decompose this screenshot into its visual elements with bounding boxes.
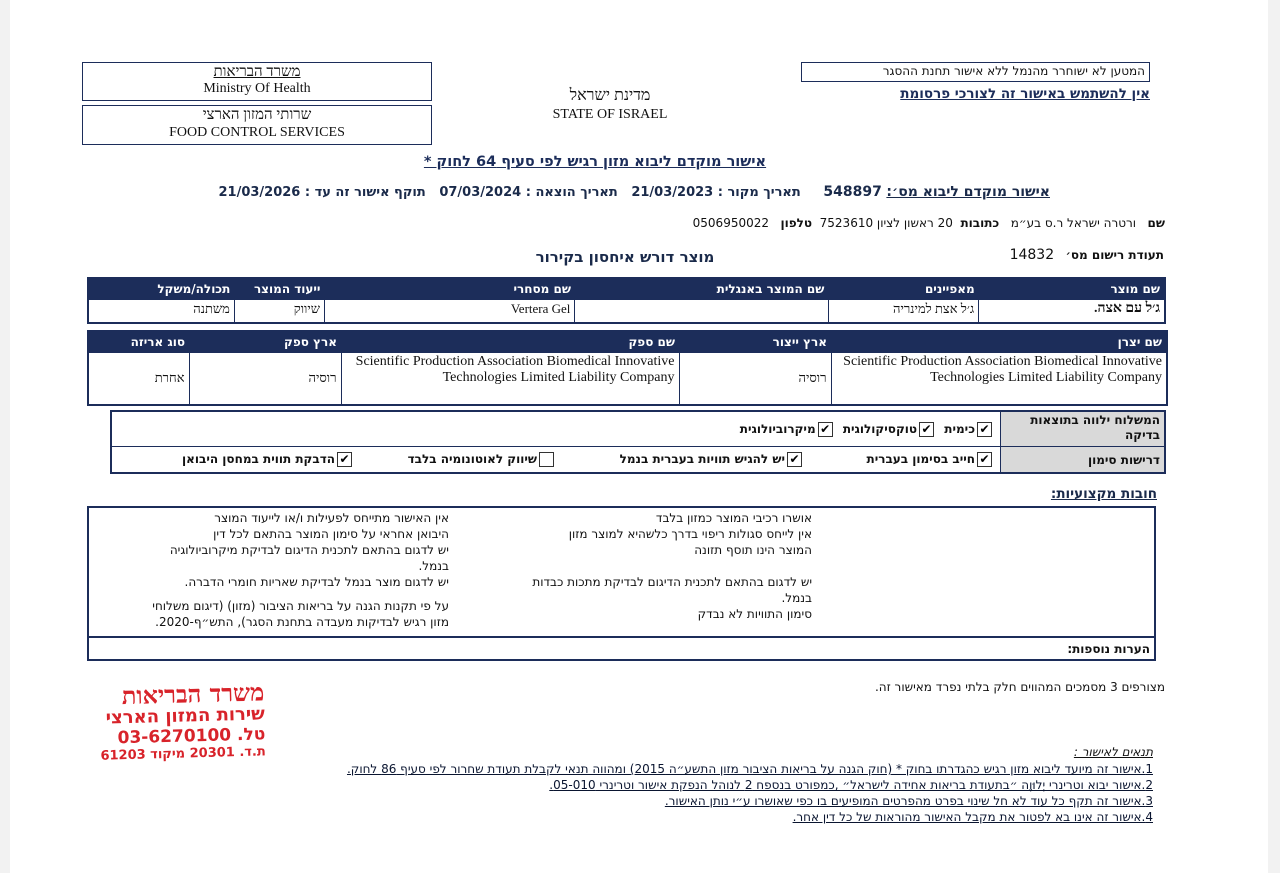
- tests-label: המשלוח ילווה בתוצאות בדיקה: [1000, 412, 1164, 446]
- header-supplier: שם ספק: [341, 331, 679, 353]
- test-chemical[interactable]: [944, 422, 992, 436]
- labeling-option-autonomy[interactable]: [408, 452, 554, 467]
- header-trade-name: שם מסחרי: [324, 278, 574, 300]
- obligation-item: יש לדגום בהתאם לתכנית הדיגום לבדיקת מתכות כבדות: [532, 575, 812, 589]
- conditions-title: תנאים לאישור :: [1073, 745, 1153, 759]
- cell-packaging-type: אחרת: [88, 353, 189, 405]
- cell-trade-name: Vertera Gel: [324, 300, 574, 323]
- approval-number: 548897: [823, 184, 882, 200]
- autonomy-only-checkbox[interactable]: [539, 452, 554, 467]
- food-control-hebrew: שרותי המזון הארצי: [202, 107, 312, 123]
- header-packaging-type: סוג אריזה: [88, 331, 189, 353]
- state-english: STATE OF ISRAEL: [552, 107, 668, 122]
- cell-product-name: ג׳ל עם אצה.: [979, 300, 1165, 323]
- manufacturer-table-header: [88, 331, 1167, 353]
- cell-product-purpose: שיווק: [234, 300, 324, 323]
- labeling-option-hebrew-required[interactable]: [867, 452, 993, 467]
- attachments-note: מצורפים 3 מסמכים המהווים חלק בלתי נפרד מאישור זה.: [874, 680, 1165, 694]
- stamp-line-service: שירות המזון הארצי: [105, 703, 266, 729]
- test-microbiological-label: מיקרוביולוגית: [739, 422, 816, 436]
- stamp-line-ministry: משרד הבריאות: [121, 677, 265, 711]
- approval-number-label: אישור מוקדם ליבוא מס׳:: [886, 184, 1050, 200]
- original-date-label: תאריך מקור :: [717, 185, 801, 200]
- test-microbiological-checkbox[interactable]: ✔: [818, 422, 833, 437]
- refrigeration-note: מוצר דורש איחסון בקירור: [535, 248, 715, 266]
- condition-item: 4.אישור זה אינו בא לפטור את מקבל האישור מהוראות של כל דין אחר.: [792, 810, 1153, 824]
- header-content-weight: תכולה/משקל: [88, 278, 234, 300]
- obligation-item: המוצר הינו תוסף תזונה: [694, 543, 812, 557]
- labeling-option-importer-warehouse[interactable]: [182, 452, 352, 467]
- obligation-item: בנמל.: [781, 591, 812, 605]
- header-manufacturer: שם יצרן: [831, 331, 1167, 353]
- stamp-line-address: ת.ד. 20301 מיקוד 61203: [100, 744, 266, 764]
- importer-address: 20 ראשון לציון 7523610: [819, 216, 953, 230]
- requirements-box: [110, 410, 1166, 474]
- issue-date-label: תאריך הוצאה :: [525, 185, 618, 200]
- header-supplier-country: ארץ ספק: [189, 331, 341, 353]
- header-production-country: ארץ ייצור: [679, 331, 831, 353]
- test-microbiological[interactable]: [740, 422, 833, 436]
- obligation-item: בנמל.: [418, 559, 449, 573]
- importer-phone: 0506950022: [692, 216, 770, 230]
- submit-labels-label: יש להגיש תוויות בעברית בנמל: [619, 452, 785, 466]
- cell-manufacturer: Scientific Production Association Biomedical Innovative Technologies Limited Liability Company: [831, 353, 1167, 405]
- cell-production-country: רוסיה: [679, 353, 831, 405]
- ministry-english: Ministry Of Health: [203, 81, 311, 96]
- importer-phone-label: טלפון: [780, 216, 813, 230]
- obligation-item: אין האישור מתייחס לפעילות ו/או לייעוד המוצר: [214, 511, 449, 525]
- condition-item: 1.אישור זה מיועד ליבוא מזון רגיש כהגדרתו בחוק * (חוק הגנה על בריאות הציבור מזון התשע״ה 2015) ומהווה תנאי לקבלת תעודת שחרור לפי סעיף 86 לחוק.: [346, 762, 1153, 776]
- registration-line: [970, 247, 1164, 263]
- issue-date: 07/03/2024: [439, 185, 522, 200]
- obligations-column-left: [97, 510, 449, 630]
- valid-until-label: תוקף אישור זה עד :: [304, 185, 426, 200]
- approval-line: [180, 184, 1050, 200]
- tests-options: [740, 422, 992, 437]
- tests-row-divider: [112, 446, 1000, 447]
- cell-english-name: [575, 300, 828, 323]
- notes-divider: [89, 636, 1154, 638]
- obligations-title: חובות מקצועיות:: [1050, 486, 1157, 502]
- document-page: [10, 0, 1268, 873]
- obligation-item: מזון רגיש לבדיקות מעבדה בתחנת הסגר), התש״ף-2020.: [155, 615, 449, 629]
- advertising-warning: אין להשתמש באישור זה לצורכי פרסומת: [900, 86, 1150, 102]
- obligation-item: היבואן אחראי על סימון המוצר בהתאם לכל דין: [213, 527, 449, 541]
- food-control-english: FOOD CONTROL SERVICES: [169, 125, 345, 140]
- condition-item: 2.אישור יבוא וטרינרי יְלוּוֶה ״בתעודת בריאות אחידה לישראל״ ,כמפורט בנספח 2 לנוהל הנפקת אישור וטרינרי 05-010.: [549, 778, 1153, 792]
- test-toxicological-checkbox[interactable]: ✔: [919, 422, 934, 437]
- ministry-hebrew: משרד הבריאות: [213, 64, 301, 80]
- importer-line: [410, 216, 1165, 230]
- importer-name-label: שם: [1147, 216, 1165, 230]
- test-toxicological-label: טוקסיקולוגית: [842, 422, 918, 436]
- cell-supplier-country: רוסיה: [189, 353, 341, 405]
- labeling-label: דרישות סימון: [1000, 446, 1164, 472]
- cell-features: ג׳ל אצת למינריה: [828, 300, 978, 323]
- original-date: 21/03/2023: [631, 185, 714, 200]
- autonomy-only-label: שיווק לאוטונומיה בלבד: [407, 452, 537, 466]
- valid-until-date: 21/03/2026: [218, 185, 301, 200]
- test-chemical-checkbox[interactable]: ✔: [977, 422, 992, 437]
- obligation-item: יש לדגום בהתאם לתכנית הדיגום לבדיקת מיקרוביולוגיה: [169, 543, 449, 557]
- cell-content-weight: משתנה: [88, 300, 234, 323]
- header-english-name: שם המוצר באנגלית: [575, 278, 828, 300]
- header-features: מאפיינים: [828, 278, 978, 300]
- submit-labels-checkbox[interactable]: ✔: [787, 452, 802, 467]
- importer-warehouse-checkbox[interactable]: ✔: [337, 452, 352, 467]
- state-header: [510, 86, 710, 124]
- obligation-item: אושרו רכיבי המוצר כמזון בלבד: [655, 511, 812, 525]
- manufacturer-table: [87, 330, 1168, 406]
- document-title: אישור מוקדם ליבוא מזון רגיש לפי סעיף 64 לחוק *: [423, 154, 767, 170]
- ministry-box: [82, 62, 432, 101]
- state-hebrew: מדינת ישראל: [569, 87, 651, 104]
- obligation-item: אין לייחס סגולות ריפוי בדרך כלשהיא למוצר מזון: [568, 527, 812, 541]
- food-control-box: [82, 105, 432, 145]
- stamp-line-phone: טל. 03-6270100: [117, 724, 266, 749]
- test-chemical-label: כימית: [944, 422, 975, 436]
- labeling-option-submit-labels[interactable]: [620, 452, 802, 467]
- obligations-box: [87, 506, 1156, 661]
- obligation-item: יש לדגום מוצר בנמל לבדיקת שאריות חומרי הדברה.: [184, 575, 449, 589]
- conditions-list: [215, 761, 1153, 825]
- cell-supplier: Scientific Production Association Biomedical Innovative Technologies Limited Liability Company: [341, 353, 679, 405]
- product-table-row: [88, 300, 1165, 323]
- condition-item: 3.אישור זה תקף כל עוד לא חל שינוי בפרט מהפרטים המופיעים בו כפי שאושרו ע״י נותן האישור.: [664, 794, 1153, 808]
- header-product-purpose: ייעוד המוצר: [234, 278, 324, 300]
- quarantine-warning: המטען לא ישוחרר מהנמל ללא אישור תחנת ההסגר: [801, 62, 1150, 82]
- test-toxicological[interactable]: [843, 422, 934, 436]
- product-table-header: [88, 278, 1165, 300]
- obligation-item: על פי תקנות הגנה על בריאות הציבור (מזון) (דיגום משלוחי: [152, 599, 449, 613]
- header-product-name: שם מוצר: [979, 278, 1165, 300]
- ministry-stamp: [64, 677, 266, 765]
- importer-name: ורטרה ישראל ר.ס בע״מ: [1010, 216, 1137, 230]
- registration-number: 14832: [1009, 247, 1055, 263]
- hebrew-label-required-label: חייב בסימון בעברית: [866, 452, 975, 466]
- hebrew-label-required-checkbox[interactable]: ✔: [977, 452, 992, 467]
- additional-notes-label: הערות נוספות:: [1067, 642, 1150, 656]
- obligation-item: סימון התוויות לא נבדק: [697, 607, 812, 621]
- manufacturer-table-row: [88, 353, 1167, 405]
- importer-address-label: כתובות: [960, 216, 1000, 230]
- registration-label: תעודת רישום מס׳: [1065, 248, 1164, 262]
- importer-warehouse-label: הדבקת תווית במחסן היבואן: [182, 452, 335, 466]
- product-table: [87, 277, 1166, 324]
- obligations-column-right: [472, 510, 812, 622]
